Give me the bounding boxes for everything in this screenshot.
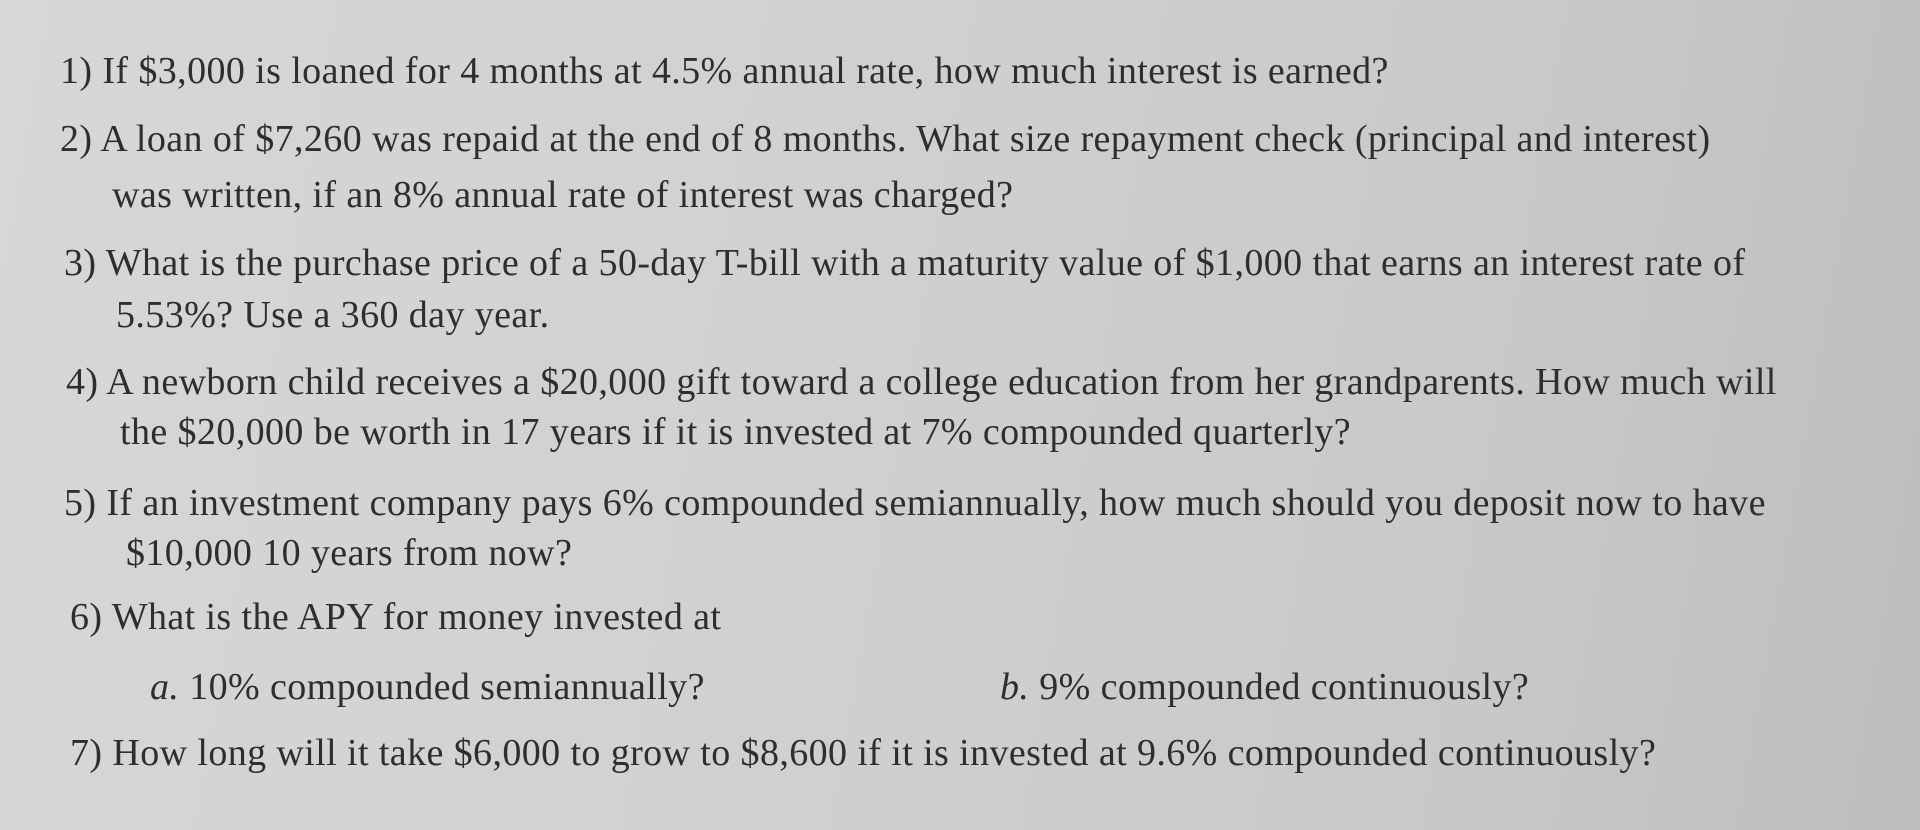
part-text: 9% compounded continuously? [1039,666,1530,708]
question-text: A newborn child receives a $20,000 gift toward a college education from her grandparents. How much will [106,361,1777,403]
question-text: If $3,000 is loaned for 4 months at 4.5% annual rate, how much interest is earned? [102,50,1389,92]
question-text: How long will it take $6,000 to grow to $8,600 if it is invested at 9.6% compounded continuously? [112,732,1657,774]
question-text: What is the purchase price of a 50-day T-bill with a maturity value of $1,000 that earns an interest rate of [105,242,1746,284]
question-4 [66,363,1777,401]
question-6-part-b [1000,668,1529,706]
question-number: 4) [66,361,99,403]
question-5 [64,484,1766,522]
question-text: If an investment company pays 6% compounded semiannually, how much should you deposit now to have [106,482,1766,524]
part-letter: b. [1000,666,1030,708]
question-number: 5) [64,482,97,524]
question-text: What is the APY for money invested at [111,596,722,638]
question-number: 7) [70,732,103,774]
question-5-continuation: $10,000 10 years from now? [126,532,573,574]
question-number: 1) [60,50,93,92]
part-text: 10% compounded semiannually? [189,666,705,708]
question-number: 3) [64,242,97,284]
question-3 [64,244,1745,282]
question-3-continuation: 5.53%? Use a 360 day year. [116,294,550,336]
question-7 [70,734,1656,772]
question-text: A loan of $7,260 was repaid at the end of 8 months. What size repayment check (principal and interest) [100,118,1711,160]
part-letter: a. [150,666,180,708]
question-1 [60,52,1389,90]
question-4-continuation: the $20,000 be worth in 17 years if it is invested at 7% compounded quarterly? [120,411,1352,453]
question-6 [70,598,721,636]
question-6-part-a [150,668,705,706]
question-2-continuation: was written, if an 8% annual rate of interest was charged? [112,174,1014,216]
question-2 [60,120,1711,158]
question-number: 2) [60,118,93,160]
question-number: 6) [70,596,103,638]
